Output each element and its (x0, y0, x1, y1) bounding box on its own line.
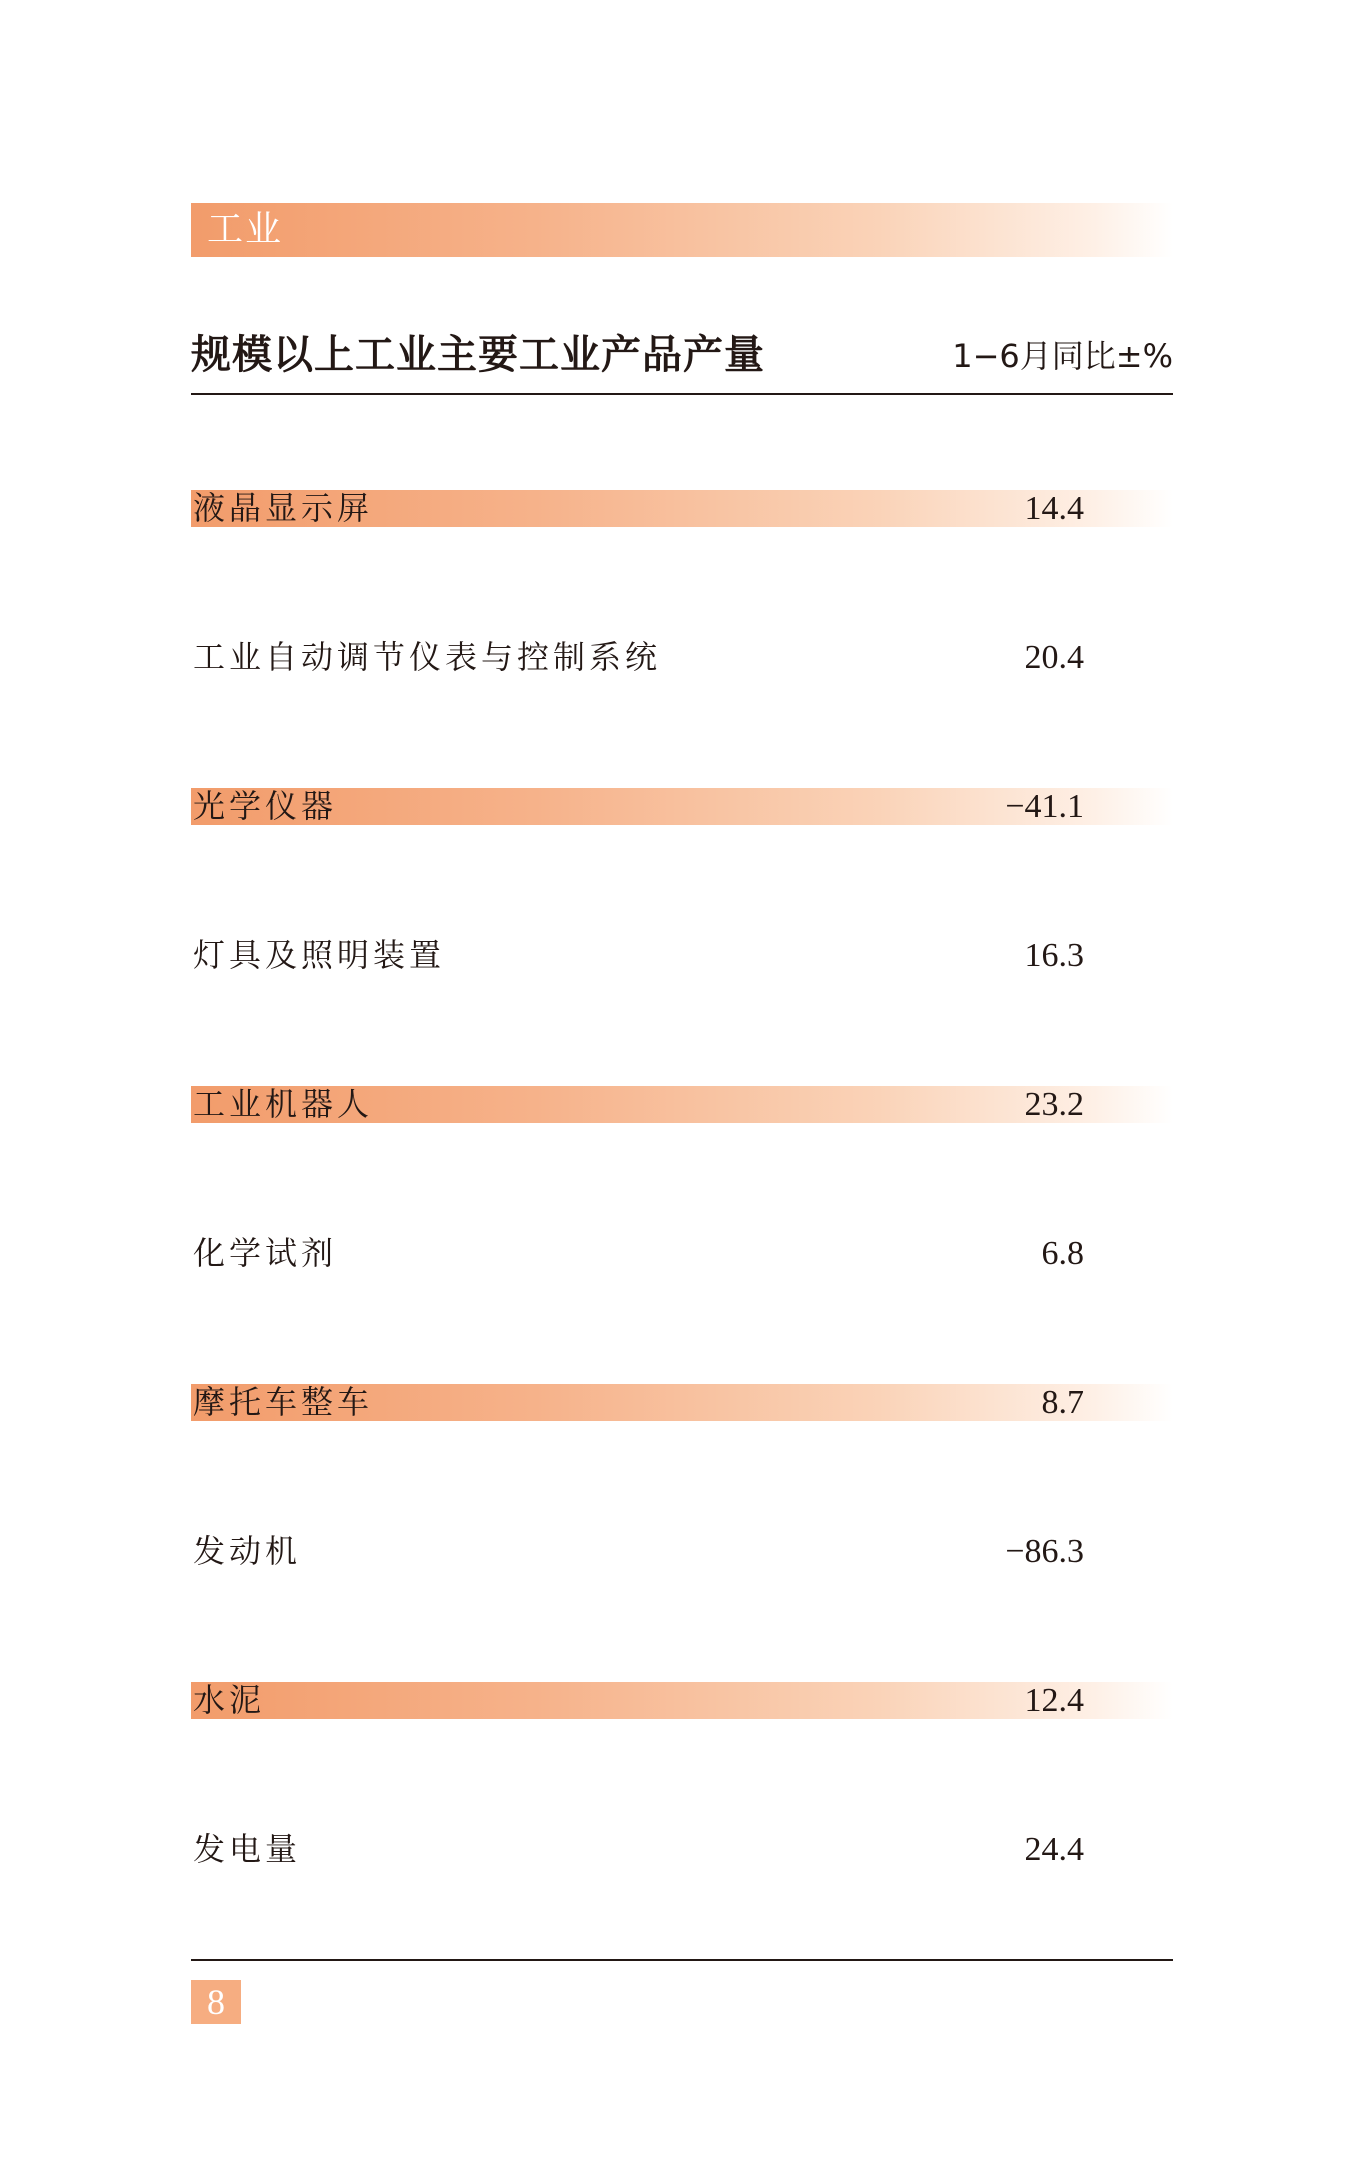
row-value: 14.4 (1024, 490, 1084, 527)
row-label: 工业机器人 (193, 1085, 374, 1123)
row-label: 灯具及照明装置 (193, 936, 446, 974)
row-label: 摩托车整车 (193, 1383, 374, 1421)
row-label: 光学仪器 (193, 787, 338, 825)
table-row (191, 1533, 1173, 1570)
row-label: 水泥 (193, 1681, 266, 1719)
table-row (191, 490, 1173, 527)
table-title: 规模以上工业主要工业产品产量 (191, 332, 765, 378)
row-value: 23.2 (1024, 1086, 1084, 1123)
table-row (191, 1682, 1173, 1719)
table-row (191, 1831, 1173, 1868)
table-unit-label: 1−6月同比±% (952, 337, 1173, 375)
row-value: −86.3 (1005, 1533, 1084, 1570)
row-value: 16.3 (1024, 937, 1084, 974)
section-header-bar (191, 203, 1173, 257)
table-row (191, 1086, 1173, 1123)
table-row (191, 639, 1173, 676)
table-row (191, 788, 1173, 825)
row-value: 24.4 (1024, 1831, 1084, 1868)
row-value: 8.7 (1041, 1384, 1084, 1421)
row-label: 液晶显示屏 (193, 489, 374, 527)
row-label: 化学试剂 (193, 1234, 338, 1272)
table-top-rule (191, 393, 1173, 395)
page-number: 8 (191, 1980, 241, 2024)
row-label: 发动机 (193, 1532, 302, 1570)
row-value: 12.4 (1024, 1682, 1084, 1719)
row-value: 20.4 (1024, 639, 1084, 676)
table-row (191, 1384, 1173, 1421)
row-label: 发电量 (193, 1830, 302, 1868)
row-value: 6.8 (1041, 1235, 1084, 1272)
footer-rule (191, 1959, 1173, 1961)
section-title: 工业 (207, 209, 284, 250)
table-row (191, 937, 1173, 974)
row-value: −41.1 (1005, 788, 1084, 825)
table-row (191, 1235, 1173, 1272)
row-label: 工业自动调节仪表与控制系统 (193, 638, 662, 676)
